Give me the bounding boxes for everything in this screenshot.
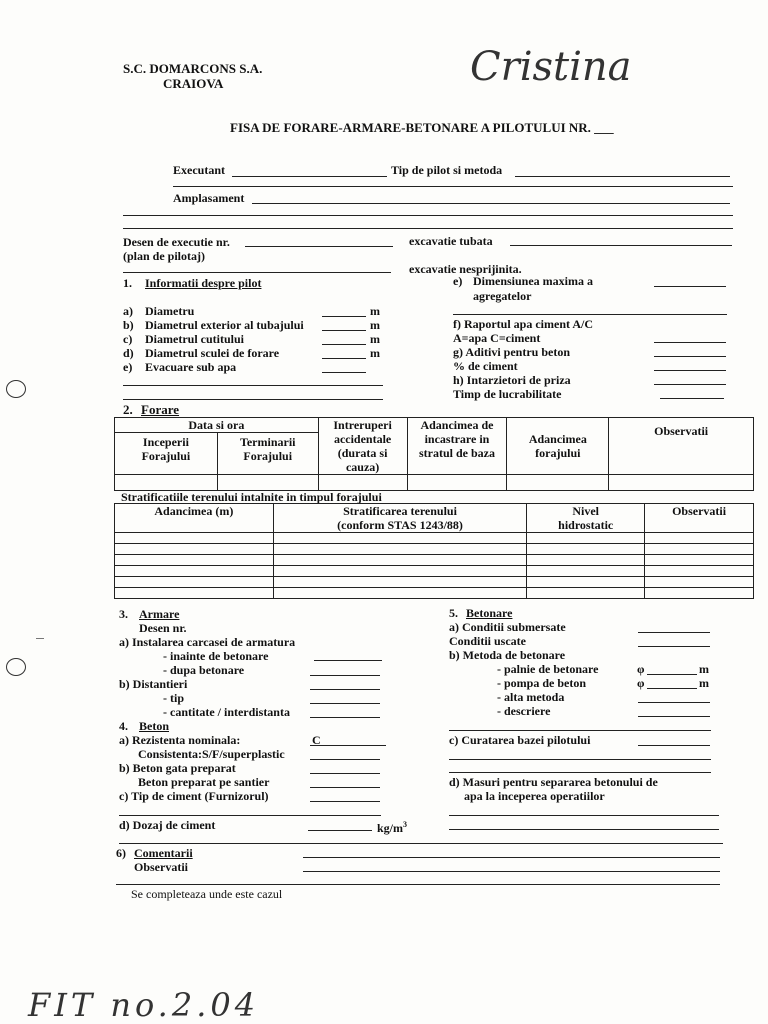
excavatie-tubata-label: excavatie tubata bbox=[409, 234, 493, 248]
lucrabilitate-field[interactable] bbox=[660, 398, 724, 399]
rezistenta-label: a) Rezistenta nominala: bbox=[119, 733, 241, 747]
beton-gata-field[interactable] bbox=[310, 773, 380, 774]
footer-note: Se completeaza unde este cazul bbox=[131, 887, 283, 901]
distantieri-label: b) Distantieri bbox=[119, 677, 188, 691]
dozaj-line2[interactable] bbox=[119, 843, 723, 844]
strat-cell[interactable] bbox=[115, 555, 274, 566]
palnie-phi: φ bbox=[637, 662, 645, 676]
punch-hole-bottom bbox=[6, 658, 26, 676]
conditii-uscate-field[interactable] bbox=[638, 646, 710, 647]
strat-cell[interactable] bbox=[273, 533, 527, 544]
alta-metoda-label: - alta metoda bbox=[497, 690, 565, 704]
handwritten-note: FIT no.2.04 bbox=[28, 986, 260, 1024]
distantieri-tip-field[interactable] bbox=[310, 703, 380, 704]
section1-heading: Informatii despre pilot bbox=[145, 276, 262, 290]
masuri-field[interactable] bbox=[449, 815, 719, 816]
alta-metoda-field[interactable] bbox=[638, 702, 710, 703]
intarzietori-field[interactable] bbox=[654, 384, 726, 385]
forare-cell[interactable] bbox=[115, 475, 218, 491]
strat-cell[interactable] bbox=[273, 566, 527, 577]
observatii-label: Observatii bbox=[134, 860, 188, 874]
distantieri-field[interactable] bbox=[310, 689, 380, 690]
masuri-label: d) Masuri pentru separarea betonului de bbox=[449, 775, 658, 789]
terminarii-header: Terminarii Forajului bbox=[217, 433, 318, 475]
section3-heading: Armare bbox=[139, 607, 180, 621]
metoda-betonare-label: b) Metoda de betonare bbox=[449, 648, 566, 662]
stratificatii-table bbox=[114, 503, 754, 599]
strat-cell[interactable] bbox=[115, 533, 274, 544]
apa-ciment-label: A=apa C=ciment bbox=[453, 331, 541, 345]
s1-a-unit: m bbox=[370, 304, 380, 318]
dozaj-unit: $kg/m^3$ bbox=[377, 820, 408, 835]
instalarea-carcasei-label: a) Instalarea carcasei de armatura bbox=[119, 635, 296, 649]
strat-cell[interactable] bbox=[273, 588, 527, 599]
s1-e-line2[interactable] bbox=[123, 385, 383, 386]
strat-cell[interactable] bbox=[527, 577, 645, 588]
desen-field[interactable] bbox=[245, 246, 393, 247]
procent-ciment-field[interactable] bbox=[654, 370, 726, 371]
s1-e-line3[interactable] bbox=[123, 399, 383, 400]
dozaj-field[interactable] bbox=[308, 830, 372, 831]
forare-cell[interactable] bbox=[407, 475, 507, 491]
section5-heading: Betonare bbox=[466, 606, 513, 620]
cantitate-label: - cantitate / interdistanta bbox=[163, 705, 290, 719]
s1-e-label: Evacuare sub apa bbox=[145, 360, 237, 374]
masuri-label2: apa la inceperea operatiilor bbox=[464, 789, 605, 803]
pompa-label: - pompa de beton bbox=[497, 676, 587, 690]
dupa-betonare-field[interactable] bbox=[310, 675, 380, 676]
handwritten-signature: Cristina bbox=[470, 44, 632, 90]
beton-gata-label: b) Beton gata preparat bbox=[119, 761, 236, 775]
forare-table bbox=[114, 417, 754, 491]
agregate-field[interactable] bbox=[654, 286, 726, 287]
s1-d-label: Diametrul sculei de forare bbox=[145, 346, 280, 360]
observatii-line2[interactable] bbox=[116, 884, 720, 885]
section6-heading: Comentarii bbox=[134, 846, 193, 860]
s1-a-key: a) bbox=[123, 304, 133, 318]
s1-c-label: Diametrul cutitului bbox=[145, 332, 244, 346]
section1-number: 1. bbox=[123, 276, 132, 290]
strat-cell[interactable] bbox=[273, 555, 527, 566]
executant-label: Executant bbox=[173, 163, 225, 177]
punch-hole-top bbox=[6, 380, 26, 398]
strat-cell[interactable] bbox=[115, 577, 274, 588]
strat-cell[interactable] bbox=[645, 533, 754, 544]
section4-heading: Beton bbox=[139, 719, 169, 733]
lucrabilitate-label: Timp de lucrabilitate bbox=[453, 387, 562, 401]
armare-desen-label: Desen nr. bbox=[139, 621, 187, 635]
descriere-field[interactable] bbox=[638, 716, 710, 717]
observatii-field[interactable] bbox=[303, 871, 720, 872]
stratificatii-title: Stratificatiile terenului intalnite in timpul forajului bbox=[121, 490, 382, 504]
raport-ac-label: f) Raportul apa ciment A/C bbox=[453, 317, 593, 331]
curatarea-line2[interactable] bbox=[449, 759, 711, 760]
forare-cell[interactable] bbox=[609, 475, 754, 491]
strat-cell[interactable] bbox=[115, 544, 274, 555]
s1-right-e-label: Dimensiunea maxima a bbox=[473, 274, 593, 288]
adancimea-incastrare-header: Adancimea de incastrare in stratul de baza bbox=[407, 418, 507, 475]
tip-ciment-label: c) Tip de ciment (Furnizorul) bbox=[119, 789, 269, 803]
s1-c-unit: m bbox=[370, 332, 380, 346]
s1-a-field[interactable] bbox=[322, 316, 366, 317]
company-city: CRAIOVA bbox=[163, 76, 224, 91]
form-title: FISA DE FORARE-ARMARE-BETONARE A PILOTULUI NR. ___ bbox=[230, 120, 614, 135]
descriere-label: - descriere bbox=[497, 704, 551, 718]
aditivi-field[interactable] bbox=[654, 356, 726, 357]
conditii-submersate-label: a) Conditii submersate bbox=[449, 620, 566, 634]
dupa-betonare-label: - dupa betonare bbox=[163, 663, 245, 677]
intreruperi-header: Intreruperi accidentale (durata si cauza) bbox=[318, 418, 407, 475]
nivel-header: Nivel hidrostatic bbox=[527, 504, 645, 533]
palnie-unit: m bbox=[699, 662, 709, 676]
strat-cell[interactable] bbox=[645, 566, 754, 577]
strat-cell[interactable] bbox=[645, 544, 754, 555]
adancimea-header: Adancimea (m) bbox=[115, 504, 274, 533]
forare-cell[interactable] bbox=[507, 475, 609, 491]
s1-d-unit: m bbox=[370, 346, 380, 360]
s1-c-key: c) bbox=[123, 332, 133, 346]
excavatie-tubata-field[interactable] bbox=[510, 245, 732, 246]
forare-cell[interactable] bbox=[318, 475, 407, 491]
tip-pilot-field[interactable] bbox=[515, 176, 730, 177]
s1-d-field[interactable] bbox=[322, 358, 366, 359]
raport-ac-field[interactable] bbox=[654, 342, 726, 343]
adancimea-forajului-header: Adancimea forajului bbox=[507, 418, 609, 475]
inainte-betonare-field[interactable] bbox=[314, 660, 382, 661]
s1-c-field[interactable] bbox=[322, 344, 366, 345]
strat-cell[interactable] bbox=[645, 577, 754, 588]
company-name: S.C. DOMARCONS S.A. bbox=[123, 61, 263, 76]
conditii-submersate-field[interactable] bbox=[638, 632, 710, 633]
intarzietori-label: h) Intarzietori de priza bbox=[453, 373, 571, 387]
strat-cell[interactable] bbox=[527, 533, 645, 544]
palnie-label: - palnie de betonare bbox=[497, 662, 599, 676]
pompa-field[interactable] bbox=[647, 688, 697, 689]
plan-field[interactable] bbox=[123, 272, 391, 273]
excavatie-nesprijinita-label: excavatie nesprijinita. bbox=[409, 262, 522, 276]
conditii-uscate-label: Conditii uscate bbox=[449, 634, 527, 648]
dozaj-label: d) Dozaj de ciment bbox=[119, 818, 216, 832]
desen-label: Desen de executie nr. bbox=[123, 235, 230, 249]
distantieri-tip-label: - tip bbox=[163, 691, 184, 705]
forare-cell[interactable] bbox=[217, 475, 318, 491]
curatarea-field[interactable] bbox=[638, 745, 710, 746]
inceperii-header: Inceperii Forajului bbox=[115, 433, 218, 475]
section5-number: 5. bbox=[449, 606, 458, 620]
rezistenta-value: C bbox=[312, 733, 321, 747]
tip-pilot-label: Tip de pilot si metoda bbox=[391, 163, 503, 177]
cantitate-field[interactable] bbox=[310, 717, 380, 718]
strat-cell[interactable] bbox=[273, 544, 527, 555]
section2-number: 2. bbox=[123, 402, 133, 417]
section6-number: 6) bbox=[116, 846, 126, 860]
observatii-header-2: Observatii bbox=[645, 504, 754, 533]
amplasament-line2[interactable] bbox=[123, 215, 733, 216]
beton-santier-field[interactable] bbox=[310, 787, 380, 788]
strat-cell[interactable] bbox=[527, 555, 645, 566]
strat-cell[interactable] bbox=[645, 555, 754, 566]
s1-b-field[interactable] bbox=[322, 330, 366, 331]
strat-cell[interactable] bbox=[527, 544, 645, 555]
masuri-line2[interactable] bbox=[449, 829, 719, 830]
curatarea-label: c) Curatarea bazei pilotului bbox=[449, 733, 591, 747]
s1-right-e-key: e) bbox=[453, 274, 463, 288]
descriere-line2[interactable] bbox=[449, 730, 711, 731]
curatarea-line3[interactable] bbox=[449, 772, 711, 773]
pompa-unit: m bbox=[699, 676, 709, 690]
strat-cell[interactable] bbox=[115, 588, 274, 599]
s1-a-label: Diametru bbox=[145, 304, 195, 318]
palnie-field[interactable] bbox=[647, 674, 697, 675]
procent-ciment-label: % de ciment bbox=[453, 359, 518, 373]
s1-b-label: Diametrul exterior al tubajului bbox=[145, 318, 304, 332]
s1-b-key: b) bbox=[123, 318, 134, 332]
s1-e-key: e) bbox=[123, 360, 133, 374]
s1-b-unit: m bbox=[370, 318, 380, 332]
strat-cell[interactable] bbox=[527, 566, 645, 577]
tip-ciment-field[interactable] bbox=[310, 801, 380, 802]
comentarii-field[interactable] bbox=[303, 857, 720, 858]
s1-d-key: d) bbox=[123, 346, 134, 360]
tip-pilot-field-line2[interactable] bbox=[173, 186, 733, 187]
section4-number: 4. bbox=[119, 719, 128, 733]
executant-field[interactable] bbox=[232, 176, 387, 177]
scan-mark bbox=[36, 638, 44, 639]
strat-cell[interactable] bbox=[645, 588, 754, 599]
amplasament-label: Amplasament bbox=[173, 191, 245, 205]
tip-ciment-line2[interactable] bbox=[119, 815, 381, 816]
amplasament-field[interactable] bbox=[252, 203, 730, 204]
stratificarea-header: Stratificarea terenului (conform STAS 1243/88) bbox=[273, 504, 527, 533]
s1-right-e-label2: agregatelor bbox=[473, 289, 532, 303]
rezistenta-field[interactable] bbox=[310, 745, 386, 746]
strat-cell[interactable] bbox=[527, 588, 645, 599]
strat-cell[interactable] bbox=[115, 566, 274, 577]
s1-e-field[interactable] bbox=[322, 372, 366, 373]
observatii-header-1: Observatii bbox=[609, 418, 754, 475]
section3-number: 3. bbox=[119, 607, 128, 621]
pompa-phi: φ bbox=[637, 676, 645, 690]
aditivi-label: g) Aditivi pentru beton bbox=[453, 345, 571, 359]
amplasament-line3[interactable] bbox=[123, 228, 733, 229]
section2-heading: Forare bbox=[141, 402, 180, 417]
plan-label: (plan de pilotaj) bbox=[123, 249, 206, 263]
consistenta-label: Consistenta:S/F/superplastic bbox=[138, 747, 285, 761]
beton-santier-label: Beton preparat pe santier bbox=[138, 775, 270, 789]
inainte-betonare-label: - inainte de betonare bbox=[163, 649, 269, 663]
consistenta-field[interactable] bbox=[310, 759, 380, 760]
data-si-ora-header: Data si ora bbox=[115, 418, 319, 433]
strat-cell[interactable] bbox=[273, 577, 527, 588]
agregate-line2[interactable] bbox=[453, 314, 727, 315]
